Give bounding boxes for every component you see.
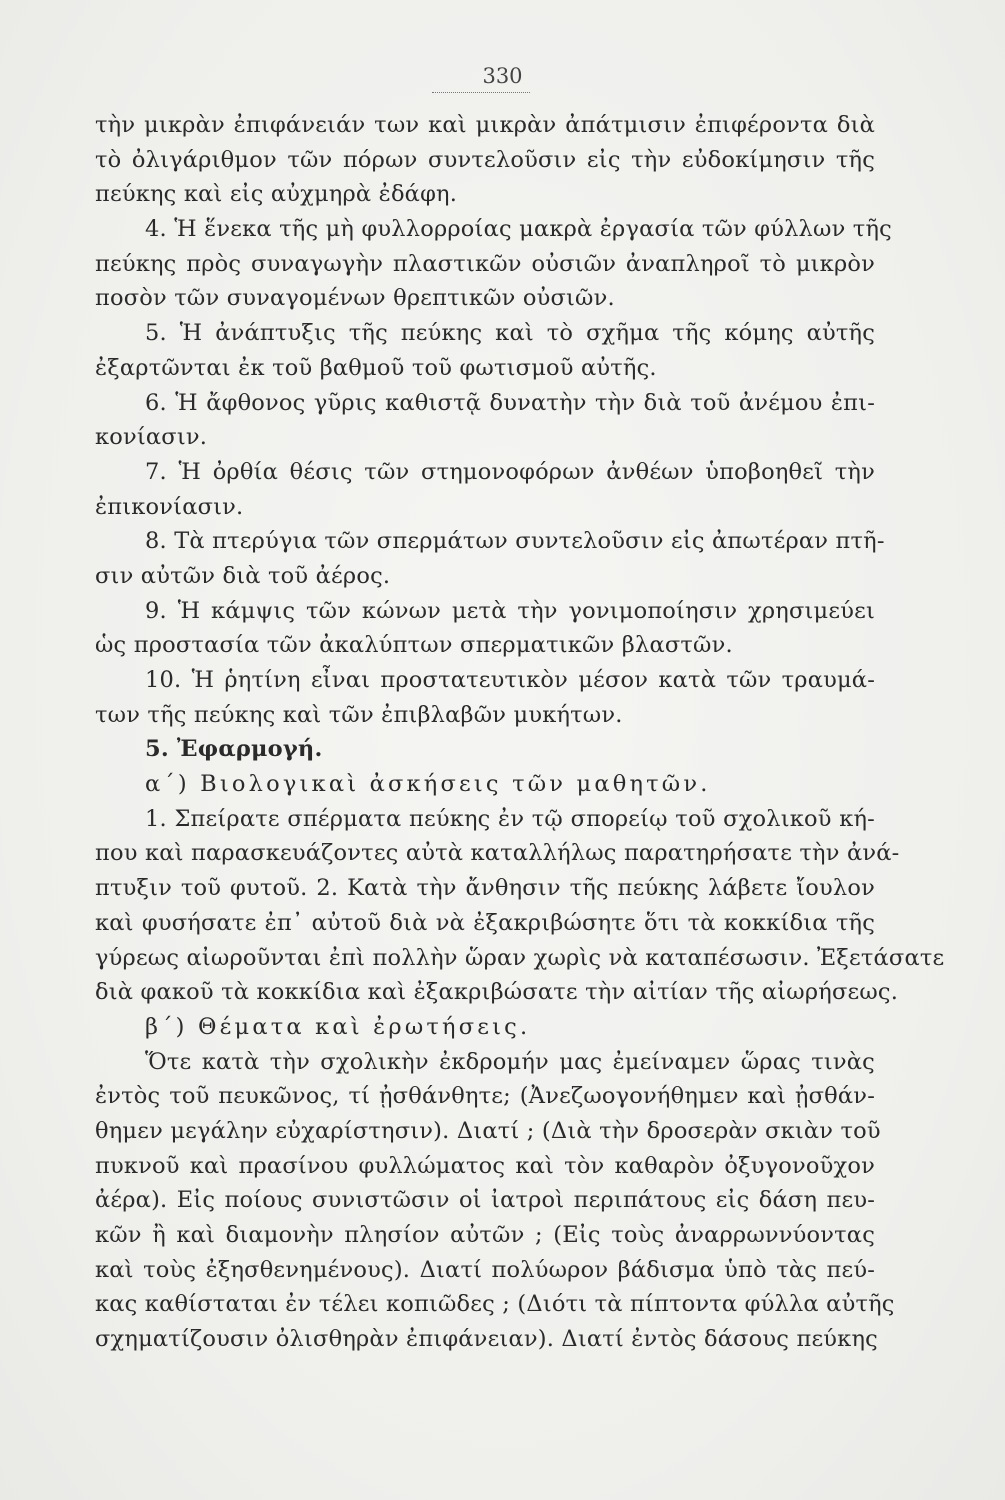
text-line: ἐξαρτῶνται ἐκ τοῦ βαθμοῦ τοῦ φωτισμοῦ αὐτῆς. [95, 354, 657, 381]
text-line: 1. Σπείρατε σπέρματα πεύκης ἐν τῷ σπορείῳ τοῦ σχολικοῦ κή- [145, 805, 875, 832]
text-line: ποσὸν τῶν συναγομένων θρεπτικῶν οὐσιῶν. [95, 285, 615, 312]
page-number: 330 [482, 64, 523, 88]
text-line: σιν αὐτῶν διὰ τοῦ ἀέρος. [95, 562, 391, 589]
text-line: ὡς προστασία τῶν ἀκαλύπτων σπερματικῶν βλαστῶν. [95, 632, 733, 659]
text-line: πεύκης πρὸς συναγωγὴν πλαστικῶν οὐσιῶν ἀναπληροῖ τὸ μικρὸν [95, 250, 875, 277]
text-line: πεύκης καὶ εἰς αὐχμηρὰ ἐδάφη. [95, 181, 458, 208]
page-number-rule [432, 92, 530, 93]
text-line: 5. Ἡ ἀνάπτυξις τῆς πεύκης καὶ τὸ σχῆμα τῆς κόμης αὐτῆς [145, 320, 875, 347]
text-line: καὶ φυσήσατε ἐπ᾿ αὐτοῦ διὰ νὰ ἐξακριβώσητε ὅτι τὰ κοκκίδια τῆς [95, 909, 875, 936]
text-line: α΄) Βιολογικαὶ ἀσκήσεις τῶν μαθητῶν. [145, 771, 711, 798]
text-line: 8. Τὰ πτερύγια τῶν σπερμάτων συντελοῦσιν εἰς ἀπωτέραν πτῆ- [145, 528, 885, 555]
text-line: διὰ φακοῦ τὰ κοκκίδια καὶ ἐξακριβώσατε τὴν αἰτίαν τῆς αἰωρήσεως. [95, 979, 899, 1006]
text-line: των τῆς πεύκης καὶ τῶν ἐπιβλαβῶν μυκήτων. [95, 701, 623, 728]
text-line: πτυξιν τοῦ φυτοῦ. 2. Κατὰ τὴν ἄνθησιν τῆς πεύκης λάβετε ἴουλον [95, 875, 875, 902]
text-line: β΄) Θέματα καὶ ἐρωτήσεις. [145, 1013, 531, 1040]
text-line: καὶ τοὺς ἐξησθενημένους). Διατί πολύωρον βάδισμα ὑπὸ τὰς πεύ- [95, 1256, 875, 1283]
text-line: 5. Ἐφαρμογή. [145, 736, 323, 763]
text-line: κονίασιν. [95, 424, 208, 451]
body-text [95, 108, 945, 1357]
text-line: 6. Ἡ ἄφθονος γῦρις καθιστᾷ δυνατὴν τὴν διὰ τοῦ ἀνέμου ἐπι- [145, 389, 875, 416]
text-line: ἐντὸς τοῦ πευκῶνος, τί ᾐσθάνθητε; (Ἀνεζωογονήθημεν καὶ ᾐσθάν- [95, 1083, 875, 1110]
text-line: σχηματίζουσιν ὀλισθηρὰν ἐπιφάνειαν). Διατί ἐντὸς δάσους πεύκης [95, 1326, 878, 1353]
text-line: θημεν μεγάλην εὐχαρίστησιν). Διατί ; (Διὰ τὴν δροσερὰν σκιὰν τοῦ [95, 1117, 881, 1144]
text-line: τὴν μικρὰν ἐπιφάνειάν των καὶ μικρὰν ἀπάτμισιν ἐπιφέροντα διὰ [95, 112, 875, 138]
text-line: γύρεως αἰωροῦνται ἐπὶ πολλὴν ὥραν χωρὶς νὰ καταπέσωσιν. Ἐξετάσατε [95, 944, 945, 971]
text-line: που καὶ παρασκευάζοντες αὐτὰ καταλλήλως παρατηρήσατε τὴν ἀνά- [95, 840, 900, 867]
text-line: τὸ ὀλιγάριθμον τῶν πόρων συντελοῦσιν εἰς τὴν εὐδοκίμησιν τῆς [95, 146, 875, 173]
text-line: ἐπικονίασιν. [95, 493, 244, 520]
text-line: 9. Ἡ κάμψις τῶν κώνων μετὰ τὴν γονιμοποίησιν χρησιμεύει [145, 597, 875, 624]
text-line: 10. Ἡ ῥητίνη εἶναι προστατευτικὸν μέσον κατὰ τῶν τραυμά- [145, 667, 875, 693]
text-line: Ὅτε κατὰ τὴν σχολικὴν ἐκδρομήν μας ἐμείναμεν ὥρας τινὰς [145, 1048, 875, 1075]
text-line: ἀέρα). Εἰς ποίους συνιστῶσιν οἱ ἰατροὶ περιπάτους εἰς δάση πευ- [95, 1187, 875, 1214]
text-line: κῶν ἢ καὶ διαμονὴν πλησίον αὐτῶν ; (Εἰς τοὺς ἀναρρωννύοντας [95, 1222, 875, 1248]
text-line: 7. Ἡ ὀρθία θέσις τῶν στημονοφόρων ἀνθέων ὑποβοηθεῖ τὴν [145, 458, 875, 485]
text-line: κας καθίσταται ἐν τέλει κοπιῶδες ; (Διότι τὰ πίπτοντα φύλλα αὐτῆς [95, 1291, 895, 1318]
text-line: πυκνοῦ καὶ πρασίνου φυλλώματος καὶ τὸν καθαρὸν ὀξυγονοῦχον [95, 1152, 875, 1179]
text-line: 4. Ἡ ἕνεκα τῆς μὴ φυλλορροίας μακρὰ ἐργασία τῶν φύλλων τῆς [145, 216, 892, 243]
